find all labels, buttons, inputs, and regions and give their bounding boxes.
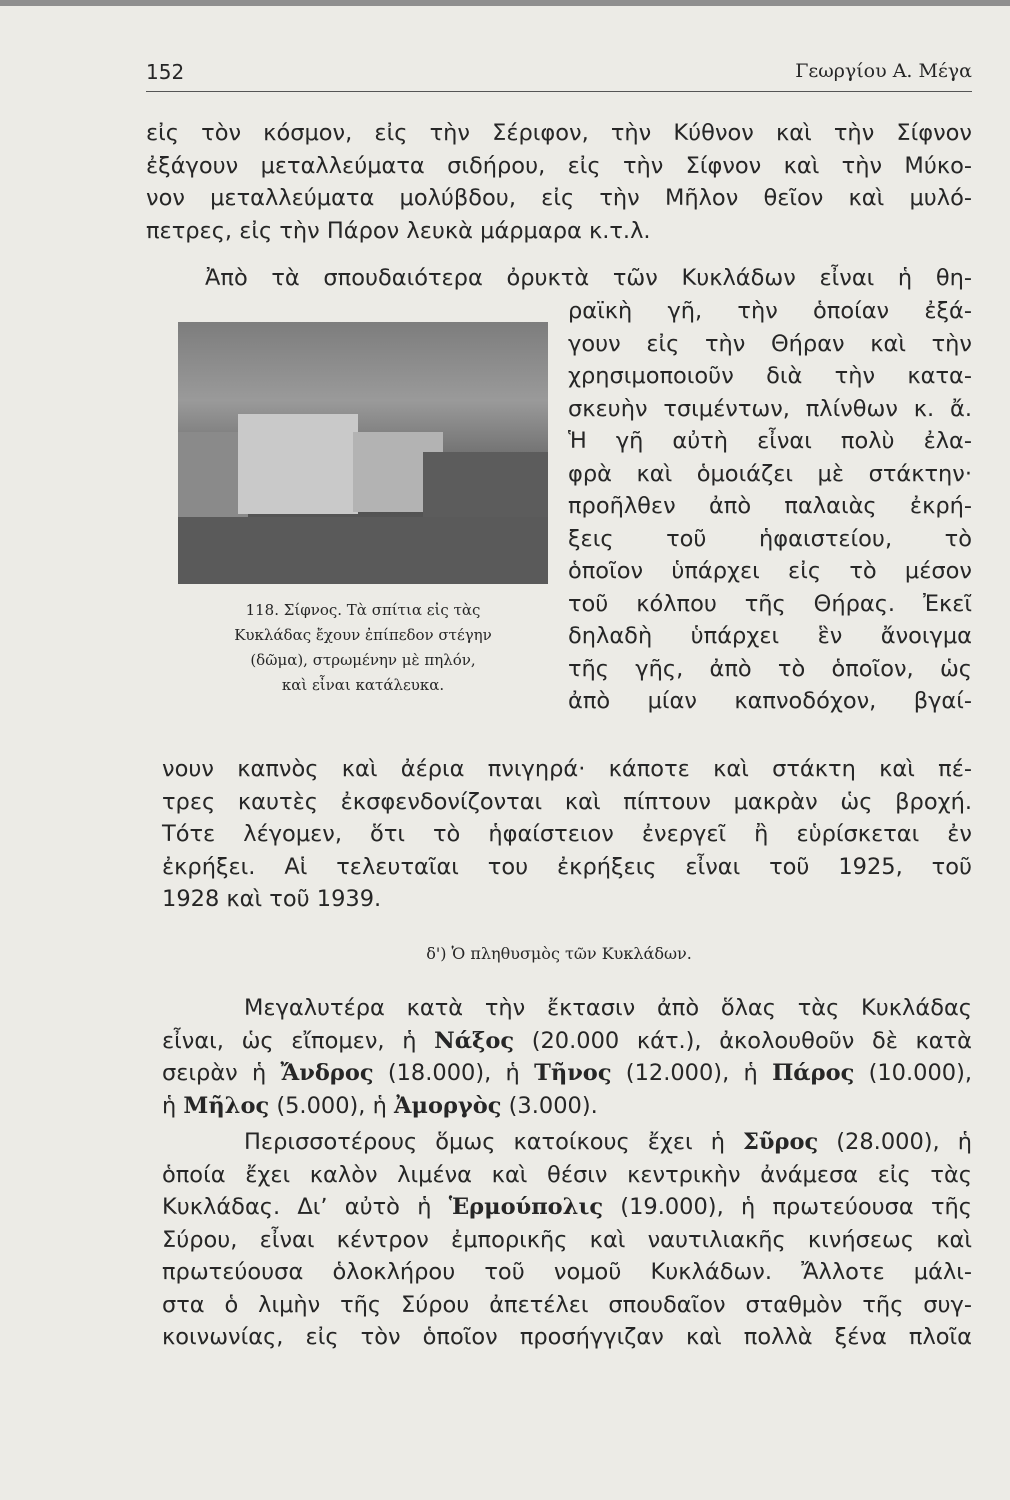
text-line: Σύρου, εἶναι κέντρον ἐμπορικῆς καὶ ναυτιλιακῆς κινήσεως καὶ bbox=[162, 1226, 972, 1253]
text-line: πρωτεύουσα ὁλοκλήρου τοῦ νομοῦ Κυκλάδων. Ἄλλοτε μάλι- bbox=[162, 1259, 972, 1285]
text-line: Μεγαλυτέρα κατὰ τὴν ἔκτασιν ἀπὸ ὅλας τὰς Κυκλάδας bbox=[244, 995, 972, 1021]
text-line: ἀπὸ μίαν καπνοδόχον, βγαί- bbox=[568, 688, 972, 714]
text-line: νον μεταλλεύματα μολύβδου, εἰς τὴν Μῆλον θεῖον καὶ μυλό- bbox=[146, 185, 972, 211]
text-line: ἐξάγουν μεταλλεύματα σιδήρου, εἰς τὴν Σίφνον καὶ τὴν Μύκο- bbox=[146, 152, 972, 179]
paragraph-3 bbox=[162, 992, 972, 1122]
text-line: δηλαδὴ ὑπάρχει ἓν ἄνοιγμα bbox=[568, 623, 972, 649]
page-number: 152 bbox=[146, 60, 185, 84]
paragraph-4 bbox=[162, 1126, 972, 1354]
caption-line: 118. Σίφνος. Τὰ σπίτια εἰς τὰς bbox=[245, 601, 481, 619]
text-line: Ἡ γῆ αὐτὴ εἶναι πολὺ ἐλα- bbox=[568, 428, 972, 454]
paragraph-2-narrow-column bbox=[568, 295, 972, 718]
text-line: εἶναι, ὡς εἴπομεν, ἡ Νάξος (20.000 κάτ.), ἀκολουθοῦν δὲ κατὰ bbox=[162, 1027, 972, 1054]
text-line: 1928 καὶ τοῦ 1939. bbox=[162, 886, 382, 912]
page-top-edge bbox=[0, 0, 1010, 6]
island-syros: Σῦρος bbox=[743, 1129, 819, 1155]
text-line: ὁποία ἔχει καλὸν λιμένα καὶ θέσιν κεντρικὴν ἀνάμεσα εἰς τὰς bbox=[162, 1161, 972, 1188]
caption-line: (δῶμα), στρωμένην μὲ πηλόν, bbox=[250, 651, 476, 669]
island-milos: Μῆλος bbox=[183, 1092, 270, 1119]
island-andros: Ἄνδρος bbox=[280, 1060, 374, 1086]
figure-photo-sifnos bbox=[178, 322, 548, 584]
text-line: εἰς τὸν κόσμον, εἰς τὴν Σέριφον, τὴν Κύθνον καὶ τὴν Σίφνον bbox=[146, 120, 972, 146]
text-line: ὁποῖον ὑπάρχει εἰς τὸ μέσον bbox=[568, 558, 972, 584]
text-line: Κυκλάδας. Διʼ αὐτὸ ἡ Ἑρμούπολις (19.000), ἡ πρωτεύουσα τῆς bbox=[162, 1194, 973, 1220]
island-tinos: Τῆνος bbox=[534, 1060, 612, 1086]
text-line: ξεις τοῦ ἡφαιστείου, τὸ bbox=[568, 525, 972, 552]
text-line: τρες καυτὲς ἐκσφενδονίζονται καὶ πίπτουν μακρὰν ὡς βροχή. bbox=[162, 788, 972, 815]
text-line: ἡ Μῆλος (5.000), ἡ Ἀμοργὸς (3.000). bbox=[162, 1092, 598, 1119]
text-line: φρὰ καὶ ὁμοιάζει μὲ στάκτην· bbox=[568, 460, 972, 487]
text-line: γουν εἰς τὴν Θήραν καὶ τὴν bbox=[568, 330, 972, 357]
town-ermoupolis: Ἑρμούπολις bbox=[448, 1194, 604, 1220]
text-line: κοινωνίας, εἰς τὸν ὁποῖον προσήγγιζαν καὶ πολλὰ ξένα πλοῖα bbox=[162, 1324, 972, 1350]
island-paros: Πάρος bbox=[772, 1060, 855, 1086]
header-rule bbox=[146, 91, 972, 92]
caption-line: καὶ εἶναι κατάλευκα. bbox=[281, 676, 445, 694]
figure-caption bbox=[178, 598, 548, 698]
text-line: νουν καπνὸς καὶ ἀέρια πνιγηρά· κάποτε καὶ στάκτη καὶ πέ- bbox=[162, 756, 972, 782]
section-heading: δ') Ὁ πληθυσμὸς τῶν Κυκλάδων. bbox=[426, 944, 692, 963]
paragraph-1 bbox=[146, 117, 972, 247]
text-line: χρησιμοποιοῦν διὰ τὴν κατα- bbox=[568, 363, 972, 389]
paragraph-2-first-line bbox=[205, 262, 972, 295]
text-line: τοῦ κόλπου τῆς Θήρας. Ἐκεῖ bbox=[568, 590, 972, 617]
running-title: Γεωργίου Α. Μέγα bbox=[795, 60, 972, 82]
text-line: Περισσοτέρους ὅμως κατοίκους ἔχει ἡ Σῦρος (28.000), ἡ bbox=[244, 1129, 972, 1155]
text-line: προῆλθεν ἀπὸ παλαιὰς ἐκρή- bbox=[568, 493, 972, 519]
island-naxos: Νάξος bbox=[434, 1027, 515, 1054]
paragraph-2-continuation bbox=[162, 753, 972, 916]
text-line: σειρὰν ἡ Ἄνδρος (18.000), ἡ Τῆνος (12.000), ἡ Πάρος (10.000), bbox=[162, 1060, 973, 1086]
text-line: πετρες, εἰς τὴν Πάρον λευκὰ μάρμαρα κ.τ.λ. bbox=[146, 217, 651, 244]
text-line: στα ὁ λιμὴν τῆς Σύρου ἀπετέλει σπουδαῖον σταθμὸν τῆς συγ- bbox=[162, 1291, 972, 1318]
island-amorgos: Ἀμοργὸς bbox=[394, 1092, 502, 1119]
text-line: ἐκρήξει. Αἱ τελευταῖαι του ἐκρήξεις εἶναι τοῦ 1925, τοῦ bbox=[162, 853, 972, 880]
text-line: σκευὴν τσιμέντων, πλίνθων κ. ἄ. bbox=[568, 395, 972, 422]
text-line: Τότε λέγομεν, ὅτι τὸ ἡφαίστειον ἐνεργεῖ ἢ εὑρίσκεται ἐν bbox=[162, 821, 972, 847]
text-line: ραϊκὴ γῆ, τὴν ὁποίαν ἐξά- bbox=[568, 298, 972, 324]
text-line: τῆς γῆς, ἀπὸ τὸ ὁποῖον, ὡς bbox=[568, 655, 972, 682]
text-line: Ἀπὸ τὰ σπουδαιότερα ὀρυκτὰ τῶν Κυκλάδων εἶναι ἡ θη- bbox=[205, 265, 972, 291]
caption-line: Κυκλάδας ἔχουν ἐπίπεδον στέγην bbox=[234, 626, 492, 644]
